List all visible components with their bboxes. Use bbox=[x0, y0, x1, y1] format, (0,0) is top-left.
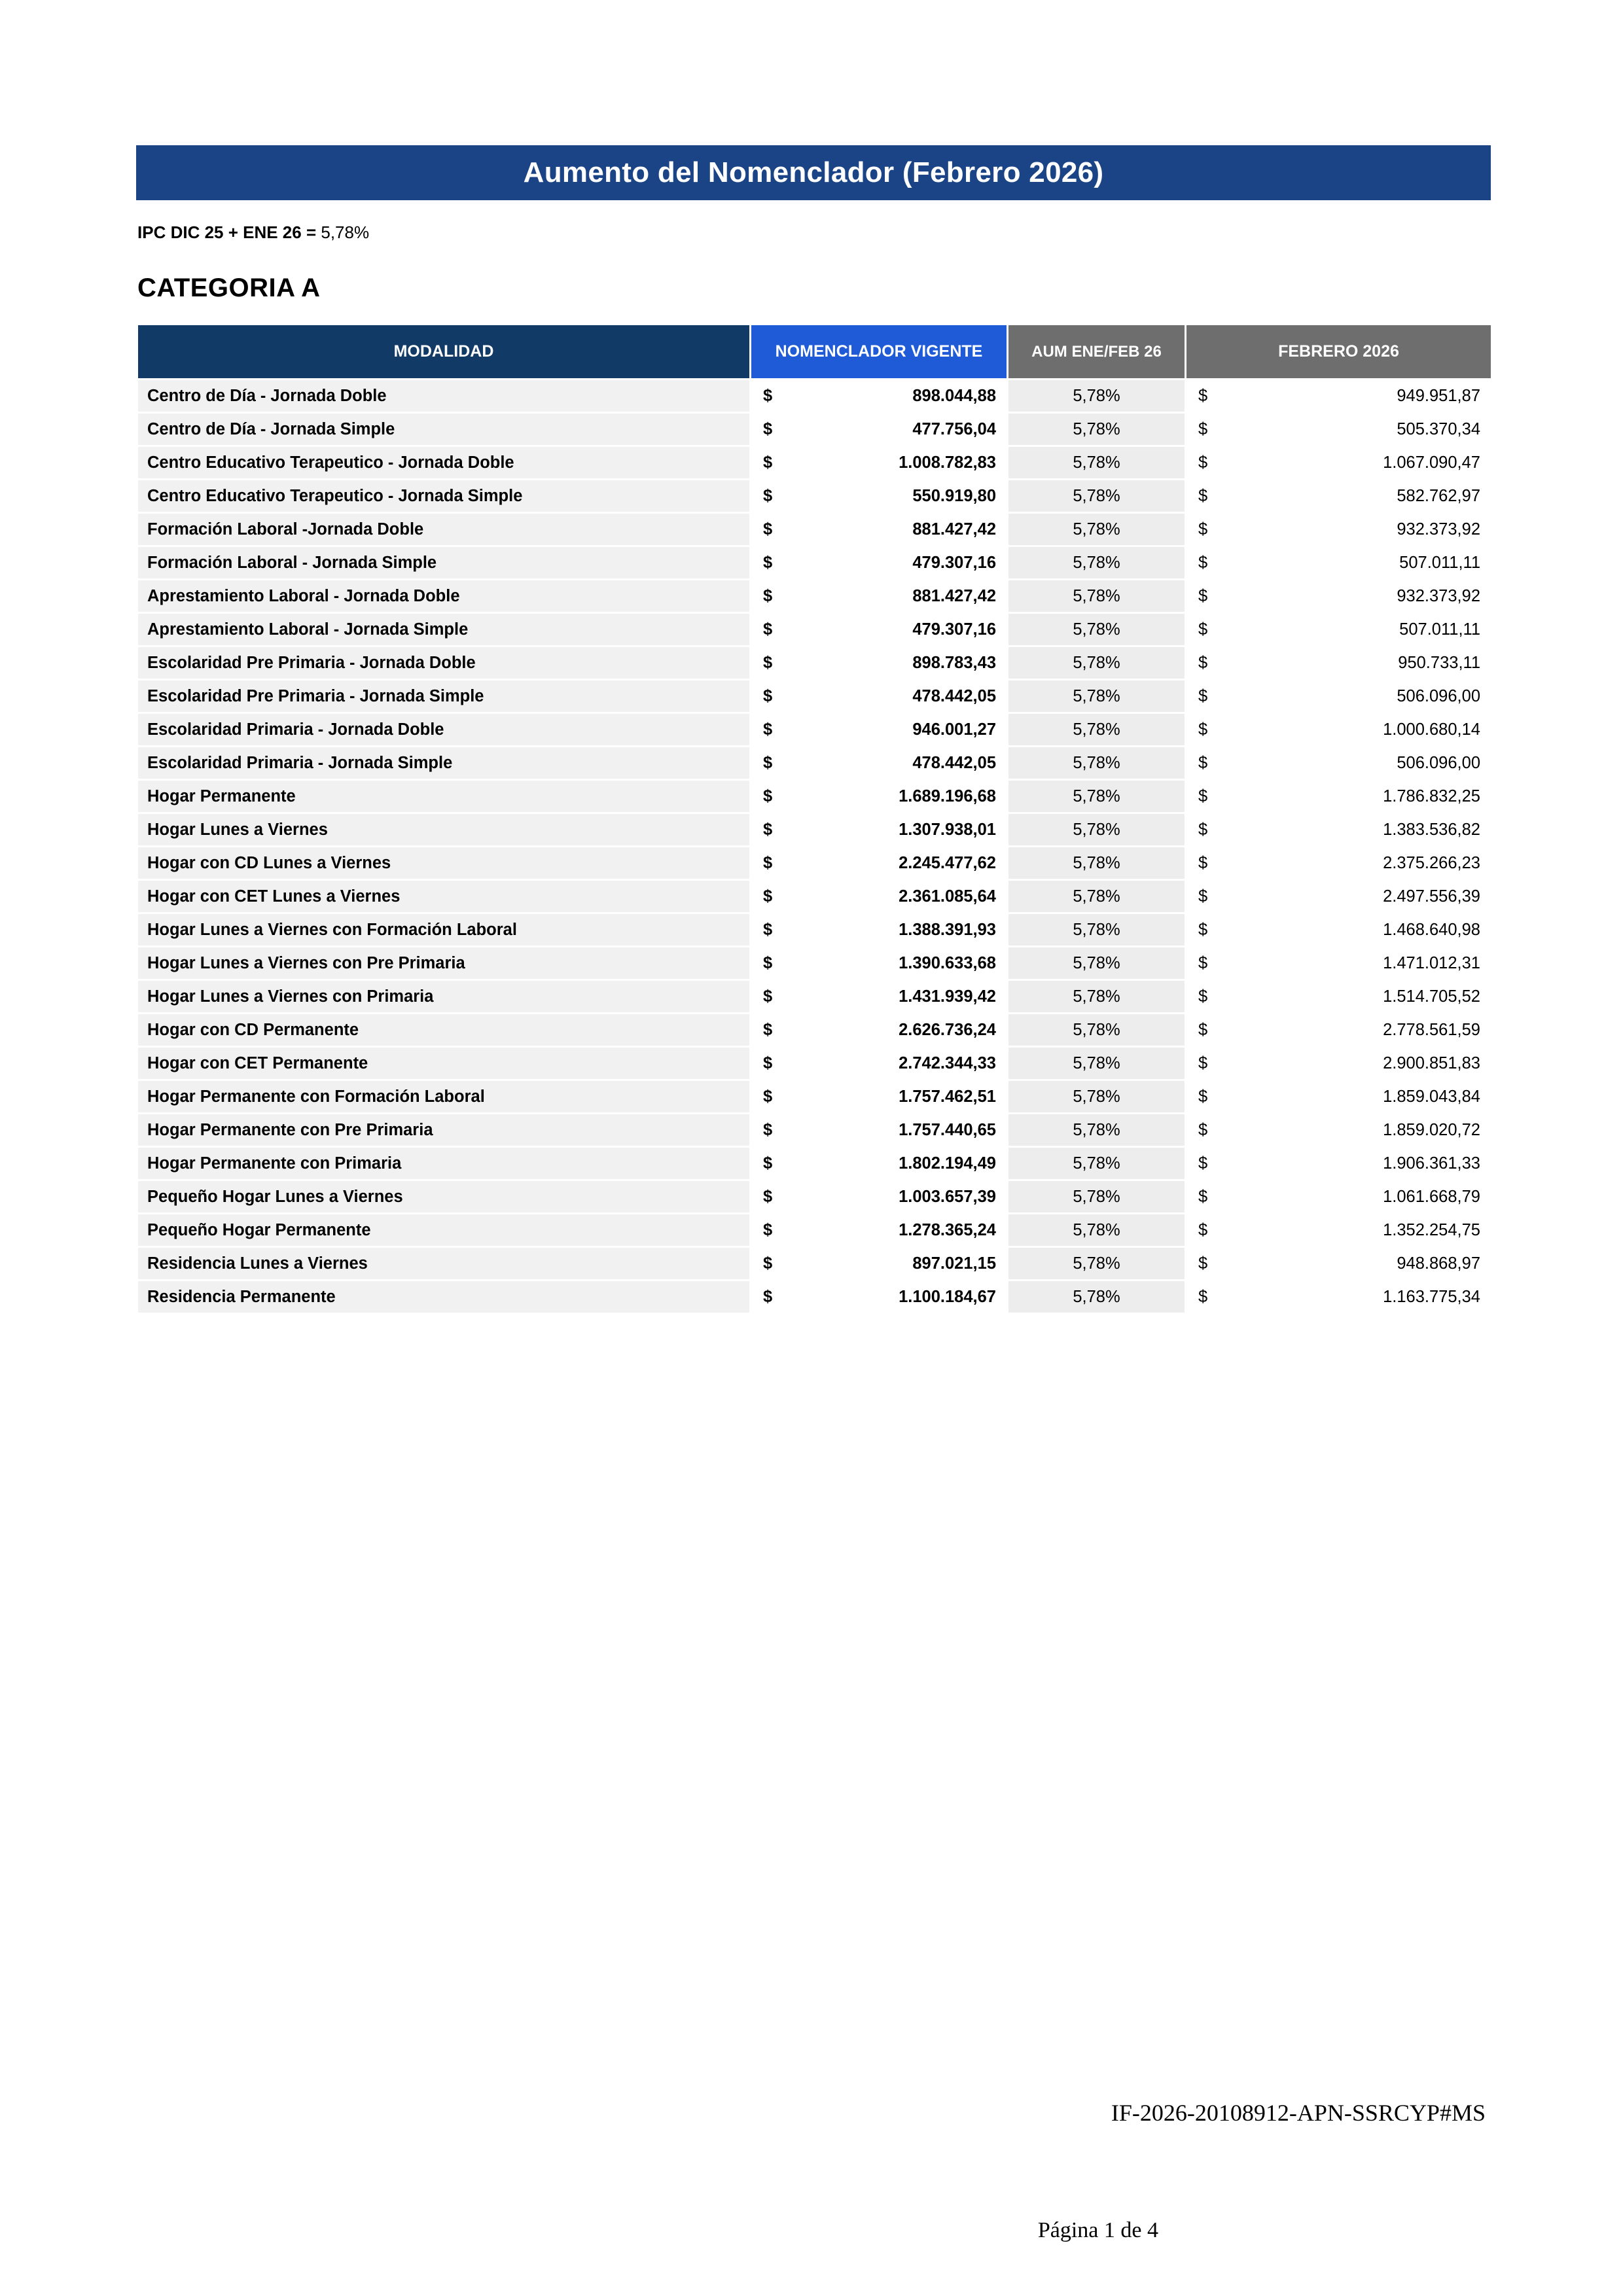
currency-symbol: $ bbox=[763, 1120, 773, 1139]
cell-aumento: 5,78% bbox=[1008, 580, 1186, 613]
currency-symbol: $ bbox=[1198, 853, 1208, 872]
cell-modalidad: Pequeño Hogar Lunes a Viernes bbox=[137, 1180, 751, 1214]
amount-febrero: 1.067.090,47 bbox=[1383, 453, 1480, 472]
cell-nomenclador-vigente bbox=[751, 913, 1008, 947]
amount-vigente: 478.442,05 bbox=[912, 686, 996, 705]
cell-aumento: 5,78% bbox=[1008, 1280, 1186, 1314]
currency-symbol: $ bbox=[1198, 486, 1208, 505]
amount-vigente: 478.442,05 bbox=[912, 753, 996, 772]
amount-vigente: 2.742.344,33 bbox=[899, 1053, 996, 1072]
currency-symbol: $ bbox=[1198, 987, 1208, 1006]
amount-vigente: 550.919,80 bbox=[912, 486, 996, 505]
cell-aumento: 5,78% bbox=[1008, 1147, 1186, 1180]
currency-symbol: $ bbox=[763, 753, 773, 772]
cell-nomenclador-vigente bbox=[751, 380, 1008, 413]
currency-symbol: $ bbox=[763, 419, 773, 438]
table-row bbox=[137, 680, 1492, 713]
cell-nomenclador-vigente bbox=[751, 880, 1008, 913]
cell-febrero-2026 bbox=[1186, 546, 1492, 580]
currency-symbol: $ bbox=[763, 1020, 773, 1039]
cell-modalidad: Centro de Día - Jornada Simple bbox=[137, 413, 751, 446]
cell-aumento: 5,78% bbox=[1008, 747, 1186, 780]
currency-symbol: $ bbox=[1198, 686, 1208, 705]
cell-modalidad: Escolaridad Pre Primaria - Jornada Doble bbox=[137, 646, 751, 680]
currency-symbol: $ bbox=[763, 520, 773, 539]
table-row bbox=[137, 980, 1492, 1014]
currency-symbol: $ bbox=[1198, 1020, 1208, 1039]
currency-symbol: $ bbox=[763, 820, 773, 839]
cell-modalidad: Hogar Permanente con Pre Primaria bbox=[137, 1114, 751, 1147]
currency-symbol: $ bbox=[1198, 820, 1208, 839]
currency-symbol: $ bbox=[763, 486, 773, 505]
amount-febrero: 2.375.266,23 bbox=[1383, 853, 1480, 872]
table-row bbox=[137, 847, 1492, 880]
currency-symbol: $ bbox=[763, 1187, 773, 1206]
amount-febrero: 1.471.012,31 bbox=[1383, 953, 1480, 972]
currency-symbol: $ bbox=[1198, 620, 1208, 639]
cell-nomenclador-vigente bbox=[751, 1114, 1008, 1147]
amount-febrero: 948.868,97 bbox=[1397, 1254, 1480, 1273]
cell-aumento: 5,78% bbox=[1008, 1014, 1186, 1047]
cell-nomenclador-vigente bbox=[751, 480, 1008, 513]
cell-aumento: 5,78% bbox=[1008, 380, 1186, 413]
cell-febrero-2026 bbox=[1186, 1247, 1492, 1280]
cell-febrero-2026 bbox=[1186, 480, 1492, 513]
section-heading-categoria: CATEGORIA A bbox=[137, 274, 321, 302]
cell-febrero-2026 bbox=[1186, 1280, 1492, 1314]
cell-febrero-2026 bbox=[1186, 880, 1492, 913]
cell-aumento: 5,78% bbox=[1008, 847, 1186, 880]
currency-symbol: $ bbox=[763, 1254, 773, 1273]
currency-symbol: $ bbox=[763, 853, 773, 872]
cell-modalidad: Hogar Permanente con Formación Laboral bbox=[137, 1080, 751, 1114]
currency-symbol: $ bbox=[763, 920, 773, 939]
cell-febrero-2026 bbox=[1186, 580, 1492, 613]
table-row bbox=[137, 947, 1492, 980]
cell-modalidad: Formación Laboral -Jornada Doble bbox=[137, 513, 751, 546]
cell-nomenclador-vigente bbox=[751, 713, 1008, 747]
amount-febrero: 1.859.043,84 bbox=[1383, 1087, 1480, 1106]
cell-nomenclador-vigente bbox=[751, 780, 1008, 813]
currency-symbol: $ bbox=[763, 386, 773, 405]
cell-aumento: 5,78% bbox=[1008, 546, 1186, 580]
cell-modalidad: Escolaridad Primaria - Jornada Simple bbox=[137, 747, 751, 780]
amount-vigente: 1.388.391,93 bbox=[899, 920, 996, 939]
cell-nomenclador-vigente bbox=[751, 680, 1008, 713]
cell-aumento: 5,78% bbox=[1008, 913, 1186, 947]
cell-febrero-2026 bbox=[1186, 713, 1492, 747]
cell-nomenclador-vigente bbox=[751, 1080, 1008, 1114]
currency-symbol: $ bbox=[1198, 720, 1208, 739]
cell-nomenclador-vigente bbox=[751, 847, 1008, 880]
amount-vigente: 479.307,16 bbox=[912, 553, 996, 572]
cell-modalidad: Hogar Lunes a Viernes con Pre Primaria bbox=[137, 947, 751, 980]
amount-vigente: 2.361.085,64 bbox=[899, 887, 996, 906]
amount-febrero: 1.859.020,72 bbox=[1383, 1120, 1480, 1139]
cell-febrero-2026 bbox=[1186, 747, 1492, 780]
currency-symbol: $ bbox=[1198, 586, 1208, 605]
currency-symbol: $ bbox=[763, 953, 773, 972]
cell-modalidad: Aprestamiento Laboral - Jornada Simple bbox=[137, 613, 751, 646]
currency-symbol: $ bbox=[763, 720, 773, 739]
cell-modalidad: Centro de Día - Jornada Doble bbox=[137, 380, 751, 413]
currency-symbol: $ bbox=[1198, 653, 1208, 672]
table-row bbox=[137, 1047, 1492, 1080]
currency-symbol: $ bbox=[1198, 453, 1208, 472]
column-header-modalidad: MODALIDAD bbox=[137, 325, 751, 380]
table-row bbox=[137, 1180, 1492, 1214]
cell-aumento: 5,78% bbox=[1008, 813, 1186, 847]
currency-symbol: $ bbox=[1198, 386, 1208, 405]
cell-modalidad: Centro Educativo Terapeutico - Jornada Simple bbox=[137, 480, 751, 513]
table-row bbox=[137, 1080, 1492, 1114]
currency-symbol: $ bbox=[763, 453, 773, 472]
cell-febrero-2026 bbox=[1186, 1180, 1492, 1214]
table-row bbox=[137, 380, 1492, 413]
cell-febrero-2026 bbox=[1186, 847, 1492, 880]
cell-modalidad: Hogar Lunes a Viernes con Primaria bbox=[137, 980, 751, 1014]
currency-symbol: $ bbox=[763, 887, 773, 906]
table-row bbox=[137, 446, 1492, 480]
cell-febrero-2026 bbox=[1186, 513, 1492, 546]
cell-nomenclador-vigente bbox=[751, 747, 1008, 780]
amount-febrero: 1.383.536,82 bbox=[1383, 820, 1480, 839]
cell-modalidad: Hogar Lunes a Viernes con Formación Laboral bbox=[137, 913, 751, 947]
amount-febrero: 1.000.680,14 bbox=[1383, 720, 1480, 739]
amount-febrero: 1.786.832,25 bbox=[1383, 786, 1480, 805]
cell-febrero-2026 bbox=[1186, 780, 1492, 813]
amount-vigente: 881.427,42 bbox=[912, 520, 996, 539]
table-row bbox=[137, 713, 1492, 747]
amount-febrero: 1.352.254,75 bbox=[1383, 1220, 1480, 1239]
cell-modalidad: Hogar con CD Lunes a Viernes bbox=[137, 847, 751, 880]
cell-modalidad: Residencia Lunes a Viernes bbox=[137, 1247, 751, 1280]
cell-febrero-2026 bbox=[1186, 1047, 1492, 1080]
currency-symbol: $ bbox=[763, 553, 773, 572]
cell-nomenclador-vigente bbox=[751, 1047, 1008, 1080]
table-row bbox=[137, 813, 1492, 847]
cell-nomenclador-vigente bbox=[751, 1280, 1008, 1314]
page-title: Aumento del Nomenclador (Febrero 2026) bbox=[523, 156, 1104, 188]
amount-vigente: 881.427,42 bbox=[912, 586, 996, 605]
currency-symbol: $ bbox=[763, 653, 773, 672]
cell-nomenclador-vigente bbox=[751, 813, 1008, 847]
cell-aumento: 5,78% bbox=[1008, 947, 1186, 980]
table-row bbox=[137, 580, 1492, 613]
cell-modalidad: Hogar Permanente bbox=[137, 780, 751, 813]
document-title-banner bbox=[136, 145, 1491, 200]
currency-symbol: $ bbox=[1198, 1254, 1208, 1273]
cell-aumento: 5,78% bbox=[1008, 446, 1186, 480]
amount-vigente: 1.278.365,24 bbox=[899, 1220, 996, 1239]
ipc-value: 5,78% bbox=[321, 222, 370, 242]
cell-febrero-2026 bbox=[1186, 980, 1492, 1014]
cell-aumento: 5,78% bbox=[1008, 780, 1186, 813]
column-header-febrero-2026: FEBRERO 2026 bbox=[1186, 325, 1492, 380]
cell-modalidad: Centro Educativo Terapeutico - Jornada Doble bbox=[137, 446, 751, 480]
cell-nomenclador-vigente bbox=[751, 613, 1008, 646]
amount-febrero: 1.468.640,98 bbox=[1383, 920, 1480, 939]
cell-febrero-2026 bbox=[1186, 947, 1492, 980]
table-row bbox=[137, 480, 1492, 513]
table-row bbox=[137, 413, 1492, 446]
cell-nomenclador-vigente bbox=[751, 1014, 1008, 1047]
cell-febrero-2026 bbox=[1186, 1014, 1492, 1047]
currency-symbol: $ bbox=[1198, 419, 1208, 438]
table-row bbox=[137, 1014, 1492, 1047]
currency-symbol: $ bbox=[763, 586, 773, 605]
page-number: Página 1 de 4 bbox=[1037, 2218, 1158, 2242]
amount-febrero: 1.061.668,79 bbox=[1383, 1187, 1480, 1206]
currency-symbol: $ bbox=[1198, 1053, 1208, 1072]
cell-modalidad: Hogar Lunes a Viernes bbox=[137, 813, 751, 847]
currency-symbol: $ bbox=[763, 1087, 773, 1106]
currency-symbol: $ bbox=[763, 786, 773, 805]
table-row bbox=[137, 880, 1492, 913]
amount-febrero: 2.900.851,83 bbox=[1383, 1053, 1480, 1072]
table-row bbox=[137, 613, 1492, 646]
cell-modalidad: Escolaridad Primaria - Jornada Doble bbox=[137, 713, 751, 747]
cell-febrero-2026 bbox=[1186, 646, 1492, 680]
amount-febrero: 2.778.561,59 bbox=[1383, 1020, 1480, 1039]
currency-symbol: $ bbox=[1198, 887, 1208, 906]
amount-vigente: 1.100.184,67 bbox=[899, 1287, 996, 1306]
amount-vigente: 2.626.736,24 bbox=[899, 1020, 996, 1039]
cell-nomenclador-vigente bbox=[751, 646, 1008, 680]
cell-aumento: 5,78% bbox=[1008, 680, 1186, 713]
amount-vigente: 1.757.462,51 bbox=[899, 1087, 996, 1106]
table-head bbox=[137, 325, 1492, 380]
cell-febrero-2026 bbox=[1186, 680, 1492, 713]
currency-symbol: $ bbox=[1198, 953, 1208, 972]
cell-aumento: 5,78% bbox=[1008, 413, 1186, 446]
amount-vigente: 477.756,04 bbox=[912, 419, 996, 438]
cell-aumento: 5,78% bbox=[1008, 646, 1186, 680]
cell-modalidad: Hogar con CET Permanente bbox=[137, 1047, 751, 1080]
currency-symbol: $ bbox=[1198, 1287, 1208, 1306]
cell-nomenclador-vigente bbox=[751, 1147, 1008, 1180]
cell-nomenclador-vigente bbox=[751, 1180, 1008, 1214]
ipc-label: IPC DIC 25 + ENE 26 = bbox=[137, 222, 321, 242]
column-header-aumento: AUM ENE/FEB 26 bbox=[1008, 325, 1186, 380]
table-header-row bbox=[137, 325, 1492, 380]
table-row bbox=[137, 780, 1492, 813]
currency-symbol: $ bbox=[1198, 1120, 1208, 1139]
cell-nomenclador-vigente bbox=[751, 413, 1008, 446]
currency-symbol: $ bbox=[763, 1220, 773, 1239]
table-row bbox=[137, 546, 1492, 580]
table-row bbox=[137, 1147, 1492, 1180]
cell-aumento: 5,78% bbox=[1008, 980, 1186, 1014]
amount-febrero: 1.906.361,33 bbox=[1383, 1154, 1480, 1173]
table-row bbox=[137, 1280, 1492, 1314]
cell-febrero-2026 bbox=[1186, 1114, 1492, 1147]
amount-febrero: 505.370,34 bbox=[1397, 419, 1480, 438]
cell-febrero-2026 bbox=[1186, 1080, 1492, 1114]
amount-vigente: 1.757.440,65 bbox=[899, 1120, 996, 1139]
table-row bbox=[137, 1247, 1492, 1280]
amount-febrero: 1.514.705,52 bbox=[1383, 987, 1480, 1006]
cell-nomenclador-vigente bbox=[751, 1247, 1008, 1280]
nomenclador-table-wrap bbox=[136, 323, 1491, 1315]
cell-nomenclador-vigente bbox=[751, 446, 1008, 480]
amount-vigente: 1.008.782,83 bbox=[899, 453, 996, 472]
amount-vigente: 479.307,16 bbox=[912, 620, 996, 639]
cell-aumento: 5,78% bbox=[1008, 1080, 1186, 1114]
table-row bbox=[137, 646, 1492, 680]
amount-vigente: 898.783,43 bbox=[912, 653, 996, 672]
amount-febrero: 949.951,87 bbox=[1397, 386, 1480, 405]
currency-symbol: $ bbox=[1198, 1154, 1208, 1173]
cell-modalidad: Hogar con CET Lunes a Viernes bbox=[137, 880, 751, 913]
cell-aumento: 5,78% bbox=[1008, 713, 1186, 747]
table-body bbox=[137, 380, 1492, 1314]
cell-modalidad: Residencia Permanente bbox=[137, 1280, 751, 1314]
cell-aumento: 5,78% bbox=[1008, 480, 1186, 513]
amount-febrero: 507.011,11 bbox=[1399, 620, 1480, 639]
nomenclador-table bbox=[136, 323, 1493, 1315]
table-row bbox=[137, 1114, 1492, 1147]
amount-febrero: 506.096,00 bbox=[1397, 753, 1480, 772]
cell-aumento: 5,78% bbox=[1008, 613, 1186, 646]
cell-febrero-2026 bbox=[1186, 1214, 1492, 1247]
table-row bbox=[137, 913, 1492, 947]
currency-symbol: $ bbox=[763, 987, 773, 1006]
cell-nomenclador-vigente bbox=[751, 947, 1008, 980]
amount-vigente: 1.802.194,49 bbox=[899, 1154, 996, 1173]
amount-febrero: 1.163.775,34 bbox=[1383, 1287, 1480, 1306]
currency-symbol: $ bbox=[763, 686, 773, 705]
cell-febrero-2026 bbox=[1186, 446, 1492, 480]
cell-modalidad: Escolaridad Pre Primaria - Jornada Simple bbox=[137, 680, 751, 713]
currency-symbol: $ bbox=[763, 1287, 773, 1306]
cell-febrero-2026 bbox=[1186, 913, 1492, 947]
currency-symbol: $ bbox=[1198, 1187, 1208, 1206]
amount-febrero: 932.373,92 bbox=[1397, 520, 1480, 539]
cell-nomenclador-vigente bbox=[751, 546, 1008, 580]
amount-vigente: 898.044,88 bbox=[912, 386, 996, 405]
cell-modalidad: Hogar Permanente con Primaria bbox=[137, 1147, 751, 1180]
cell-aumento: 5,78% bbox=[1008, 1114, 1186, 1147]
cell-aumento: 5,78% bbox=[1008, 1247, 1186, 1280]
amount-vigente: 2.245.477,62 bbox=[899, 853, 996, 872]
amount-febrero: 950.733,11 bbox=[1398, 653, 1480, 672]
cell-aumento: 5,78% bbox=[1008, 1214, 1186, 1247]
table-row bbox=[137, 513, 1492, 546]
amount-vigente: 946.001,27 bbox=[912, 720, 996, 739]
cell-aumento: 5,78% bbox=[1008, 1180, 1186, 1214]
cell-aumento: 5,78% bbox=[1008, 880, 1186, 913]
amount-febrero: 506.096,00 bbox=[1397, 686, 1480, 705]
cell-febrero-2026 bbox=[1186, 413, 1492, 446]
cell-modalidad: Aprestamiento Laboral - Jornada Doble bbox=[137, 580, 751, 613]
cell-febrero-2026 bbox=[1186, 1147, 1492, 1180]
ipc-summary-line bbox=[137, 222, 369, 243]
cell-modalidad: Hogar con CD Permanente bbox=[137, 1014, 751, 1047]
amount-vigente: 1.431.939,42 bbox=[899, 987, 996, 1006]
currency-symbol: $ bbox=[1198, 553, 1208, 572]
currency-symbol: $ bbox=[1198, 786, 1208, 805]
amount-vigente: 1.689.196,68 bbox=[899, 786, 996, 805]
currency-symbol: $ bbox=[763, 1053, 773, 1072]
column-header-nomenclador-vigente: NOMENCLADOR VIGENTE bbox=[751, 325, 1008, 380]
cell-aumento: 5,78% bbox=[1008, 513, 1186, 546]
currency-symbol: $ bbox=[763, 620, 773, 639]
currency-symbol: $ bbox=[1198, 1220, 1208, 1239]
amount-vigente: 1.003.657,39 bbox=[899, 1187, 996, 1206]
currency-symbol: $ bbox=[1198, 753, 1208, 772]
table-row bbox=[137, 1214, 1492, 1247]
currency-symbol: $ bbox=[763, 1154, 773, 1173]
amount-febrero: 932.373,92 bbox=[1397, 586, 1480, 605]
amount-vigente: 1.307.938,01 bbox=[899, 820, 996, 839]
amount-febrero: 507.011,11 bbox=[1399, 553, 1480, 572]
document-identifier: IF-2026-20108912-APN-SSRCYP#MS bbox=[1111, 2100, 1486, 2126]
amount-febrero: 582.762,97 bbox=[1397, 486, 1480, 505]
cell-febrero-2026 bbox=[1186, 613, 1492, 646]
cell-febrero-2026 bbox=[1186, 813, 1492, 847]
cell-aumento: 5,78% bbox=[1008, 1047, 1186, 1080]
cell-nomenclador-vigente bbox=[751, 980, 1008, 1014]
cell-modalidad: Pequeño Hogar Permanente bbox=[137, 1214, 751, 1247]
currency-symbol: $ bbox=[1198, 1087, 1208, 1106]
cell-febrero-2026 bbox=[1186, 380, 1492, 413]
table-row bbox=[137, 747, 1492, 780]
cell-nomenclador-vigente bbox=[751, 513, 1008, 546]
amount-vigente: 897.021,15 bbox=[912, 1254, 996, 1273]
currency-symbol: $ bbox=[1198, 520, 1208, 539]
cell-modalidad: Formación Laboral - Jornada Simple bbox=[137, 546, 751, 580]
cell-nomenclador-vigente bbox=[751, 580, 1008, 613]
amount-febrero: 2.497.556,39 bbox=[1383, 887, 1480, 906]
cell-nomenclador-vigente bbox=[751, 1214, 1008, 1247]
amount-vigente: 1.390.633,68 bbox=[899, 953, 996, 972]
currency-symbol: $ bbox=[1198, 920, 1208, 939]
